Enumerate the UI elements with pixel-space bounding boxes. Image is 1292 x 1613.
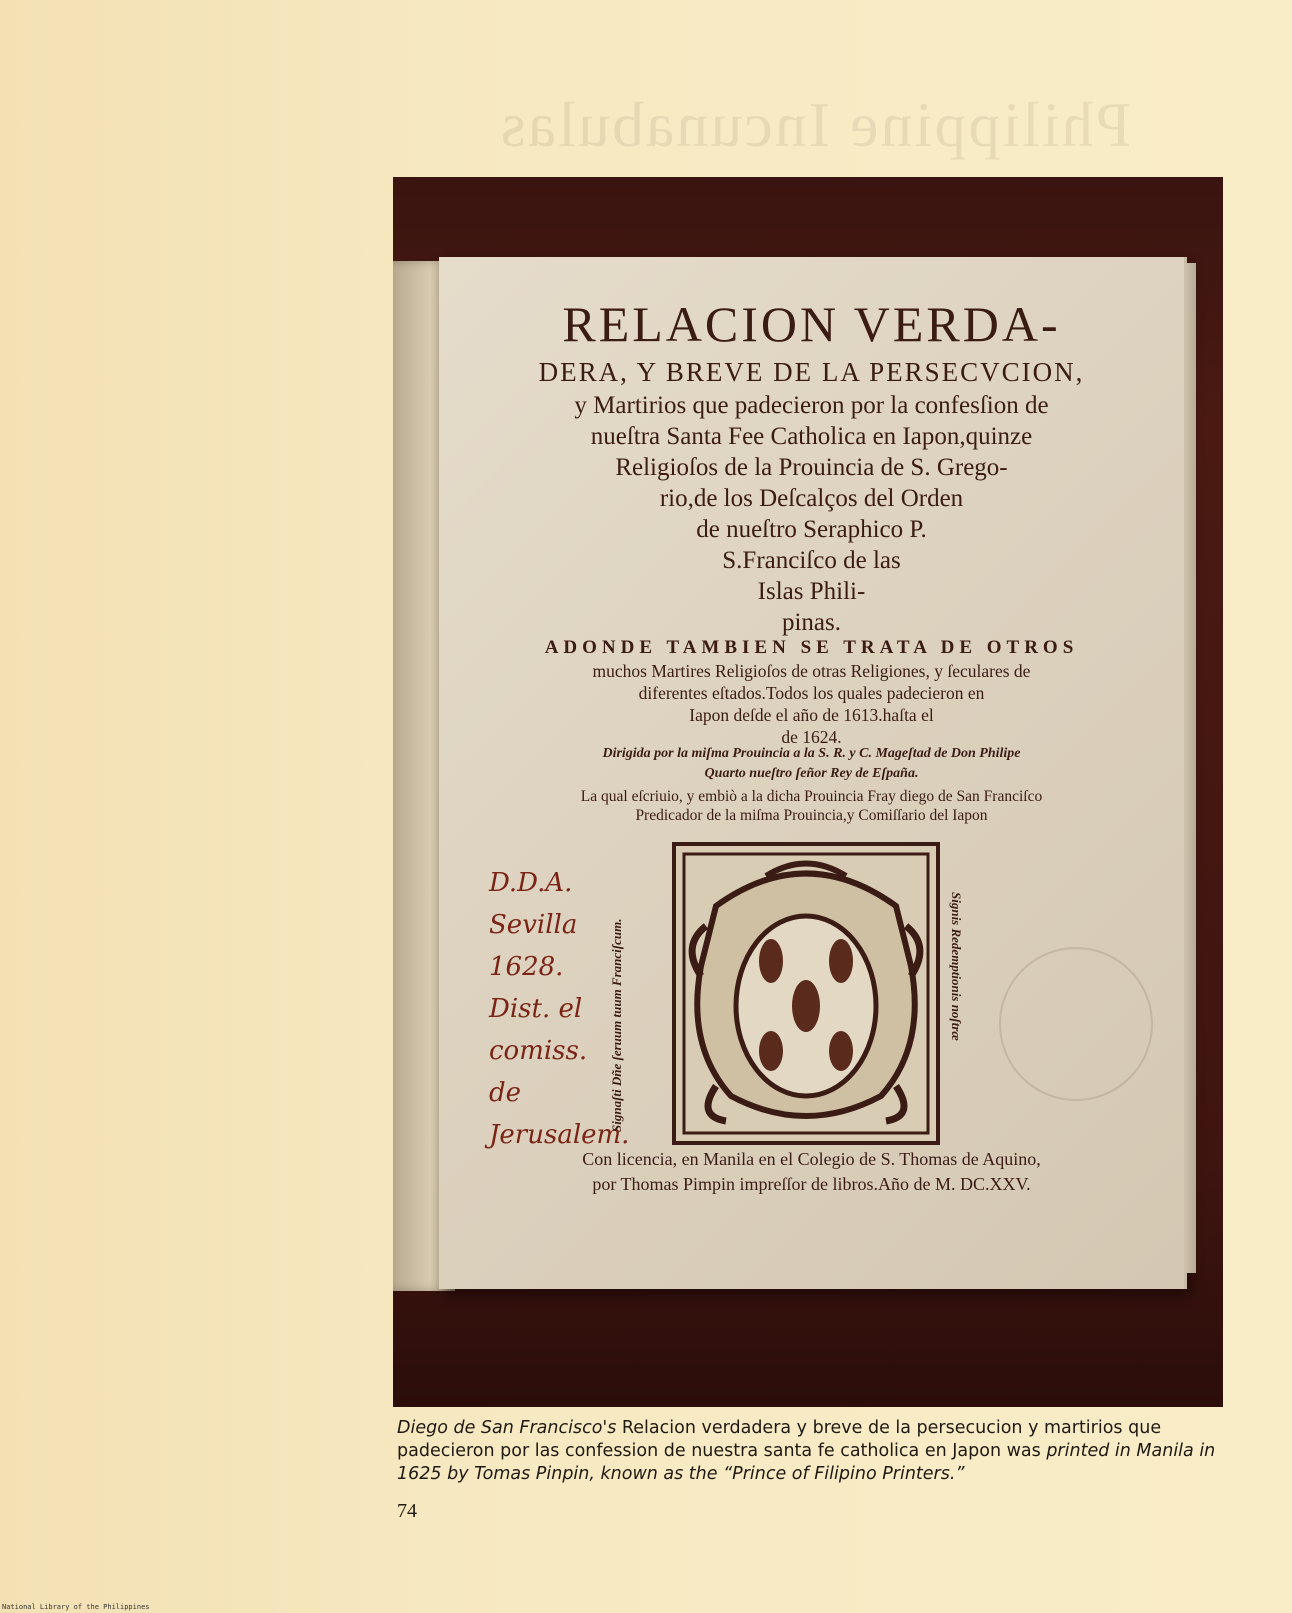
figure-caption (397, 1417, 1223, 1486)
body-line: Islas Phili- (757, 578, 866, 605)
emblem-left-motto: Signaſti Dñe ſeruum tuum Franciſcum. (609, 918, 624, 1132)
title-page-line2: DERA, Y BREVE DE LA PERSECVCION, (538, 357, 1085, 387)
manuscript-line: Jerusalem. (489, 1120, 630, 1150)
title-page-title: RELACION VERDA- (562, 296, 1061, 352)
dedication-line: Quarto nueſtro ſeñor Rey de Eſpaña. (704, 766, 919, 781)
caption-author: Diego de San Francisco's (397, 1418, 617, 1438)
body-line: de nueſtro Seraphico P. (696, 516, 927, 543)
title-page-dedication (439, 744, 1184, 784)
title-page-leaf (439, 257, 1187, 1289)
cartouche-icon (676, 846, 936, 1141)
page-edges (1184, 263, 1196, 1273)
manuscript-line: comiss. de (489, 1036, 588, 1108)
title-page-subhead: ADONDE TAMBIEN SE TRATA DE OTROS (544, 637, 1079, 658)
title-page-small-lines (439, 660, 1184, 748)
body-line: S.Franciſco de las (722, 547, 901, 574)
body-line: nueſtra Santa Fee Catholica en Iapon,quinze (590, 423, 1033, 450)
imprint-line: por Thomas Pimpin impreſſor de libros.Año de M. DC.XXV. (592, 1174, 1031, 1194)
body-line: Religioſos de la Prouincia de S. Grego- (615, 454, 1008, 481)
small-line: diferentes eſtados.Todos los quales padecieron en (638, 683, 985, 703)
title-page-author (439, 787, 1184, 825)
coat-of-arms-woodcut (672, 842, 940, 1145)
manuscript-line: 1628. (489, 952, 564, 982)
author-line: Predicador de la miſma Prouincia,y Comiſſario del Iapon (635, 807, 988, 824)
dedication-line: Dirigida por la miſma Prouincia a la S. R. y C. Mageſtad de Don Philipe (602, 746, 1021, 761)
small-line: Iapon deſde el año de 1613.haſta el (689, 705, 934, 725)
small-line: de 1624. (781, 727, 842, 747)
author-line: La qual eſcriuio, y embiò a la dicha Prouincia Fray diego de San Franciſco (580, 788, 1043, 805)
book-photograph (393, 177, 1223, 1407)
body-line: rio,de los Deſcalços del Orden (659, 485, 964, 512)
library-credit: National Library of the Philippines (2, 1603, 150, 1611)
library-stamp-icon (999, 947, 1153, 1101)
body-line: pinas. (781, 609, 842, 636)
body-line: y Martirios que padecieron por la confesſion de (574, 392, 1049, 419)
caption-printer: printed in Manila in 1625 by Tomas Pinpin, known as the “Prince of Filipino Printers.” (397, 1441, 1216, 1484)
manuscript-line: Sevilla (489, 910, 578, 940)
manuscript-line: Dist. el (489, 994, 583, 1024)
imprint-line: Con licencia, en Manila en el Colegio de S. Thomas de Aquino, (582, 1149, 1041, 1169)
page-number: 74 (397, 1500, 417, 1522)
caption-title: Relacion verdadera y breve de la persecucion y martirios que padecieron por las confession de nuestra santa fe catholica en Japon was (397, 1418, 1162, 1461)
title-page-imprint (439, 1147, 1184, 1197)
small-line: muchos Martires Religioſos de otras Religiones, y ſeculares de (592, 661, 1031, 681)
running-head-bleedthrough: Philippine Incunabulas (498, 89, 1132, 160)
emblem-right-motto: Signis Redemptionis noſtræ (949, 892, 964, 1041)
title-page-body (439, 390, 1184, 638)
manuscript-line: D.D.A. (489, 868, 573, 898)
